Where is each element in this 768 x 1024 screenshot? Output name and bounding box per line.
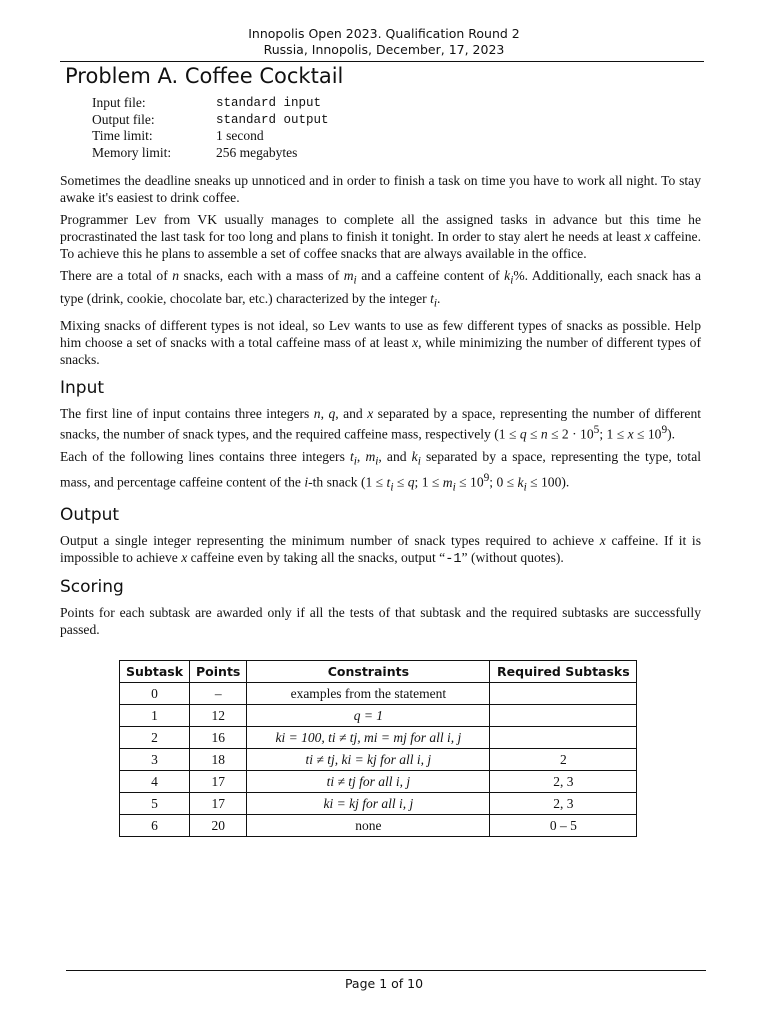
table-header-row	[120, 661, 637, 683]
column-header: Points	[190, 661, 247, 683]
input-paragraph: Each of the following lines contains three integers $t_i$, $m_i$, and $k_i$ separated by a space, representing the type, total mass, and percentage caffeine content of the i-th snack ($1 \le t_i \le q$; $1 \le m_i \le 10^9$; $0 \le k_i \le 100$).	[60, 448, 702, 494]
limit-row-output: Output file: standard output	[92, 111, 329, 127]
page-header	[0, 26, 768, 58]
statement-paragraph: Sometimes the deadline sneaks up unnoticed and in order to finish a task on time you have to work all night. To stay awake it's easiest to drink coffee.	[60, 173, 701, 205]
footer-rule	[66, 970, 706, 971]
column-header: Constraints	[247, 661, 490, 683]
output-heading: Output	[60, 505, 120, 525]
scoring-section	[60, 579, 701, 643]
statement-paragraph: There are a total of n snacks, each with a mass of $m_i$ and a caffeine content of $k_i\%$. Additionally, each snack has a type (drink, cookie, chocolate bar, etc.) characterized by the integer $t_i$.	[60, 268, 701, 310]
table-row: 2 16 ki = 100, ti ≠ tj, mi = mj for all i, j	[120, 727, 637, 749]
table-row: 4 17 ti ≠ tj for all i, j 2, 3	[120, 771, 637, 793]
contest-name: Innopolis Open 2023. Qualification Round 2	[248, 26, 520, 41]
contest-location-date: Russia, Innopolis, December, 17, 2023	[263, 42, 505, 57]
statement-paragraph: Programmer Lev from VK usually manages to complete all the assigned tasks in advance but this time he procrastinated the last task for too long and plans to finish it tonight. In order to stay alert he needs at least x caffeine. To achieve this he plans to assemble a set of coffee snacks that are always available in the office.	[60, 212, 701, 261]
column-header: Required Subtasks	[490, 661, 637, 683]
limit-row-time: Time limit: 1 second	[92, 128, 264, 143]
output-paragraph: Output a single integer representing the minimum number of snack types required to achieve x caffeine. If it is impossible to achieve x caffeine even by taking all the snacks, output “-1” (without quotes).	[60, 533, 701, 567]
table-row: 3 18 ti ≠ tj, ki = kj for all i, j 2	[120, 749, 637, 771]
scoring-heading: Scoring	[60, 577, 124, 597]
header-rule	[60, 61, 704, 62]
input-section	[60, 380, 701, 502]
table-row: 1 12 q = 1	[120, 705, 637, 727]
output-section	[60, 507, 701, 573]
page-number: Page 1 of 10	[344, 976, 424, 991]
problem-limits	[92, 95, 329, 161]
statement-section	[60, 172, 701, 373]
input-paragraph: The first line of input contains three integers n, q, and x separated by a space, representing the number of different snacks, the number of snack types, and the required caffeine mass, respectively ($1 \le q \le n \le 2 \cdot 10^5$; $1 \le x \le 10^9$).	[60, 406, 702, 442]
table-row: 5 17 ki = kj for all i, j 2, 3	[120, 793, 637, 815]
input-heading: Input	[60, 378, 105, 398]
table-row: 0 – examples from the statement	[120, 683, 637, 705]
limit-row-memory: Memory limit: 256 megabytes	[92, 144, 298, 160]
table-row: 6 20 none 0 – 5	[120, 815, 637, 837]
subtask-table	[119, 660, 637, 837]
problem-title: Problem A. Coffee Cocktail	[65, 64, 344, 88]
column-header: Subtask	[120, 661, 190, 683]
statement-paragraph: Mixing snacks of different types is not ideal, so Lev wants to use as few different types of snacks as possible. Help him choose a set of snacks with a total caffeine mass of at least x, while minimizing the number of different types of snacks.	[60, 318, 701, 368]
scoring-paragraph: Points for each subtask are awarded only if all the tests of that subtask and the required subtasks are successfully passed.	[60, 605, 701, 637]
limit-row-input: Input file: standard input	[92, 95, 322, 110]
